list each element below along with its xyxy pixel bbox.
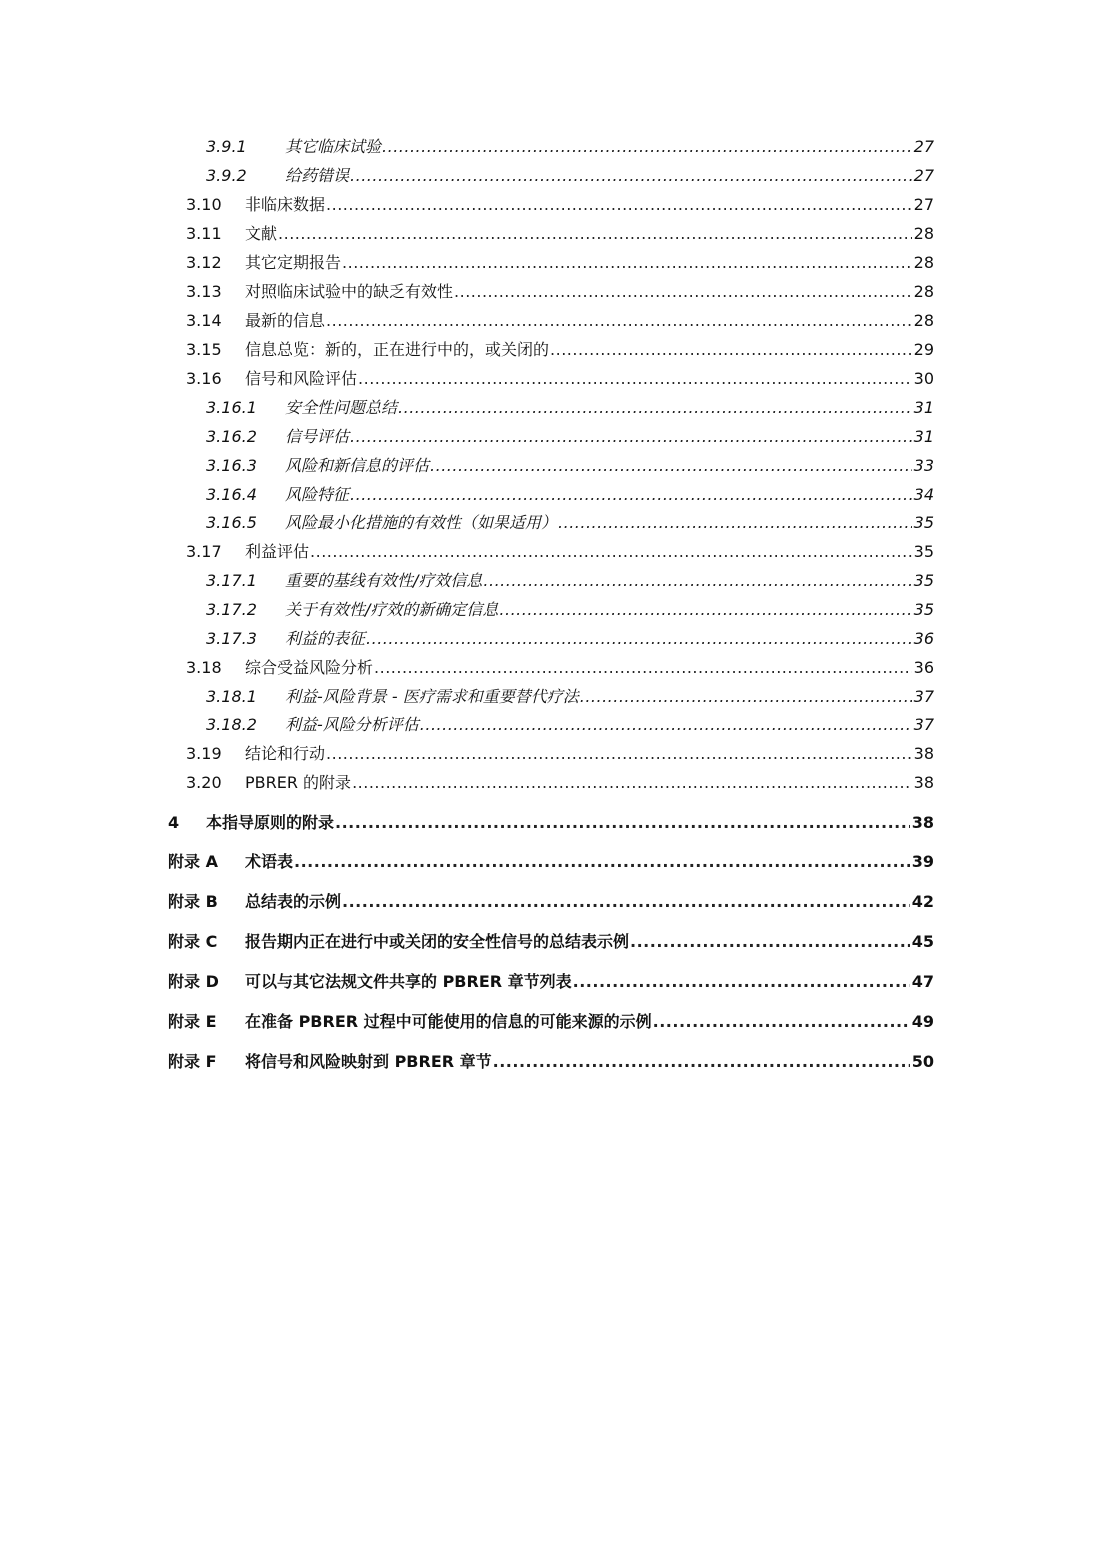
dot-leader	[278, 221, 912, 247]
toc-entry-number: 3.20	[186, 773, 222, 792]
toc-entry-appendix-d[interactable]	[0, 969, 1100, 995]
dot-leader	[630, 929, 910, 955]
dot-leader	[382, 134, 912, 160]
toc-entry-page: 37	[913, 687, 934, 706]
dot-leader	[326, 308, 912, 334]
toc-entry-3-18-1[interactable]	[0, 684, 1100, 710]
toc-entry-3-18-2[interactable]	[0, 712, 1100, 738]
toc-entry-title: 关于有效性/疗效的新确定信息	[285, 600, 499, 619]
toc-entry-number: 3.15	[186, 340, 222, 359]
toc-entry-page: 36	[913, 658, 934, 677]
dot-leader	[350, 163, 912, 189]
toc-entry-3-19[interactable]	[0, 741, 1100, 767]
toc-entry-page: 42	[911, 892, 934, 911]
toc-entry-3-15[interactable]	[0, 337, 1100, 363]
toc-entry-number: 3.14	[186, 311, 222, 330]
dot-leader	[358, 366, 912, 392]
toc-entry-3-17-1[interactable]	[0, 568, 1100, 594]
toc-entry-appendix-e[interactable]	[0, 1009, 1100, 1035]
toc-entry-page: 28	[913, 282, 934, 301]
toc-entry-number: 附录 C	[168, 932, 218, 951]
toc-entry-page: 38	[913, 773, 934, 792]
dot-leader	[398, 395, 912, 421]
toc-entry-page: 31	[913, 427, 934, 446]
toc-entry-number: 3.17	[186, 542, 222, 561]
toc-entry-number: 3.11	[186, 224, 222, 243]
toc-entry-number: 附录 A	[168, 852, 218, 871]
toc-entry-number: 3.16.4	[206, 485, 257, 504]
dot-leader	[350, 482, 912, 508]
toc-entry-3-14[interactable]	[0, 308, 1100, 334]
toc-entry-number: 3.18.2	[206, 715, 257, 734]
dot-leader	[374, 655, 912, 681]
toc-entry-title: 最新的信息	[245, 311, 326, 330]
toc-entry-number: 3.9.2	[206, 166, 247, 185]
toc-entry-3-20[interactable]	[0, 770, 1100, 796]
toc-entry-page: 47	[911, 972, 934, 991]
toc-entry-title: 利益的表征	[285, 629, 366, 648]
toc-entry-page: 39	[911, 852, 934, 871]
toc-entry-3-16-5[interactable]	[0, 510, 1100, 536]
dot-leader	[335, 810, 910, 836]
toc-entry-appendix-a[interactable]	[0, 849, 1100, 875]
toc-entry-number: 4	[168, 813, 180, 832]
toc-entry-title: 利益评估	[245, 542, 310, 561]
toc-entry-title: 安全性问题总结	[285, 398, 398, 417]
toc-entry-number: 3.10	[186, 195, 222, 214]
toc-entry-number: 附录 F	[168, 1052, 217, 1071]
toc-entry-number: 3.16.1	[206, 398, 257, 417]
toc-entry-number: 3.16.3	[206, 456, 257, 475]
dot-leader	[430, 453, 912, 479]
toc-entry-3-9-2[interactable]	[0, 163, 1100, 189]
toc-entry-page: 28	[913, 311, 934, 330]
toc-entry-title: 文献	[245, 224, 278, 243]
toc-entry-title: 可以与其它法规文件共享的 PBRER 章节列表	[245, 972, 572, 991]
dot-leader	[420, 712, 912, 738]
dot-leader	[310, 539, 912, 565]
dot-leader	[294, 849, 910, 875]
toc-entry-page: 35	[913, 513, 934, 532]
toc-entry-title: 本指导原则的附录	[206, 813, 335, 832]
toc-entry-title: 风险和新信息的评估	[285, 456, 430, 475]
toc-entry-page: 45	[911, 932, 934, 951]
toc-entry-3-16-3[interactable]	[0, 453, 1100, 479]
toc-entry-title: 报告期内正在进行中或关闭的安全性信号的总结表示例	[245, 932, 630, 951]
dot-leader	[483, 568, 911, 594]
toc-entry-page: 27	[913, 166, 934, 185]
toc-entry-page: 27	[913, 137, 934, 156]
dot-leader	[573, 969, 910, 995]
toc-entry-number: 3.18	[186, 658, 222, 677]
toc-entry-title: 给药错误	[285, 166, 350, 185]
toc-entry-title: 风险最小化措施的有效性（如果适用）	[285, 513, 558, 532]
toc-entry-title: 其它临床试验	[285, 137, 382, 156]
toc-entry-title: 信号和风险评估	[245, 369, 358, 388]
dot-leader	[580, 684, 912, 710]
toc-entry-page: 35	[913, 600, 934, 619]
toc-entry-number: 3.17.3	[206, 629, 257, 648]
toc-entry-page: 38	[911, 813, 934, 832]
toc-entry-title: 重要的基线有效性/疗效信息	[285, 571, 483, 590]
toc-entry-page: 29	[913, 340, 934, 359]
toc-entry-page: 35	[913, 542, 934, 561]
toc-entry-page: 33	[913, 456, 934, 475]
toc-entry-3-12[interactable]	[0, 250, 1100, 276]
toc-entry-title: 在准备 PBRER 过程中可能使用的信息的可能来源的示例	[245, 1012, 652, 1031]
toc-entry-number: 3.17.1	[206, 571, 257, 590]
toc-entry-page: 49	[911, 1012, 934, 1031]
dot-leader	[499, 597, 911, 623]
dot-leader	[493, 1049, 910, 1075]
toc-entry-number: 3.17.2	[206, 600, 257, 619]
toc-entry-3-11[interactable]	[0, 221, 1100, 247]
toc-entry-number: 3.12	[186, 253, 222, 272]
toc-entry-appendix-b[interactable]	[0, 889, 1100, 915]
toc-entry-3-9-1[interactable]	[0, 134, 1100, 160]
toc-entry-page: 27	[913, 195, 934, 214]
toc-entry-page: 34	[913, 485, 934, 504]
dot-leader	[550, 337, 912, 363]
toc-entry-page: 38	[913, 744, 934, 763]
toc-entry-title: 非临床数据	[245, 195, 326, 214]
toc-entry-3-17[interactable]	[0, 539, 1100, 565]
dot-leader	[366, 626, 912, 652]
toc-entry-3-16-2[interactable]	[0, 424, 1100, 450]
toc-entry-number: 3.16.2	[206, 427, 257, 446]
toc-entry-number: 附录 B	[168, 892, 218, 911]
toc-entry-page: 30	[913, 369, 934, 388]
toc-entry-number: 附录 E	[168, 1012, 217, 1031]
dot-leader	[352, 770, 912, 796]
dot-leader	[653, 1009, 910, 1035]
toc-entry-page: 28	[913, 224, 934, 243]
toc-entry-title: 信息总览：新的，正在进行中的，或关闭的	[245, 340, 550, 359]
toc-entry-page: 28	[913, 253, 934, 272]
toc-entry-3-10[interactable]	[0, 192, 1100, 218]
toc-entry-title: 综合受益风险分析	[245, 658, 374, 677]
dot-leader	[558, 510, 912, 536]
dot-leader	[342, 889, 910, 915]
dot-leader	[326, 741, 912, 767]
toc-entry-title: 结论和行动	[245, 744, 326, 763]
toc-entry-title: 利益-风险背景 - 医疗需求和重要替代疗法	[285, 687, 579, 706]
dot-leader	[350, 424, 912, 450]
toc-entry-title: 风险特征	[285, 485, 350, 504]
toc-entry-title: 利益-风险分析评估	[285, 715, 419, 734]
toc-entry-chapter-4[interactable]	[0, 810, 1100, 836]
toc-entry-3-16-4[interactable]	[0, 482, 1100, 508]
toc-entry-3-18[interactable]	[0, 655, 1100, 681]
toc-entry-title: 对照临床试验中的缺乏有效性	[245, 282, 454, 301]
toc-entry-number: 附录 D	[168, 972, 219, 991]
toc-entry-3-16[interactable]	[0, 366, 1100, 392]
toc-entry-number: 3.18.1	[206, 687, 257, 706]
toc-entry-number: 3.19	[186, 744, 222, 763]
toc-entry-page: 36	[913, 629, 934, 648]
toc-entry-appendix-c[interactable]	[0, 929, 1100, 955]
toc-entry-title: 将信号和风险映射到 PBRER 章节	[245, 1052, 492, 1071]
toc-entry-3-17-2[interactable]	[0, 597, 1100, 623]
dot-leader	[342, 250, 912, 276]
toc-entry-title: PBRER 的附录	[245, 773, 352, 792]
toc-entry-title: 其它定期报告	[245, 253, 342, 272]
toc-entry-page: 31	[913, 398, 934, 417]
toc-entry-title: 术语表	[245, 852, 294, 871]
toc-entry-page: 50	[911, 1052, 934, 1071]
toc-entry-3-16-1[interactable]	[0, 395, 1100, 421]
dot-leader	[326, 192, 912, 218]
dot-leader	[454, 279, 912, 305]
toc-entry-number: 3.9.1	[206, 137, 247, 156]
toc-entry-appendix-f[interactable]	[0, 1049, 1100, 1075]
toc-entry-page: 35	[913, 571, 934, 590]
toc-entry-title: 信号评估	[285, 427, 350, 446]
toc-entry-number: 3.13	[186, 282, 222, 301]
toc-entry-page: 37	[913, 715, 934, 734]
toc-entry-number: 3.16.5	[206, 513, 257, 532]
toc-entry-3-13[interactable]	[0, 279, 1100, 305]
toc-entry-number: 3.16	[186, 369, 222, 388]
toc-entry-title: 总结表的示例	[245, 892, 342, 911]
toc-entry-3-17-3[interactable]	[0, 626, 1100, 652]
